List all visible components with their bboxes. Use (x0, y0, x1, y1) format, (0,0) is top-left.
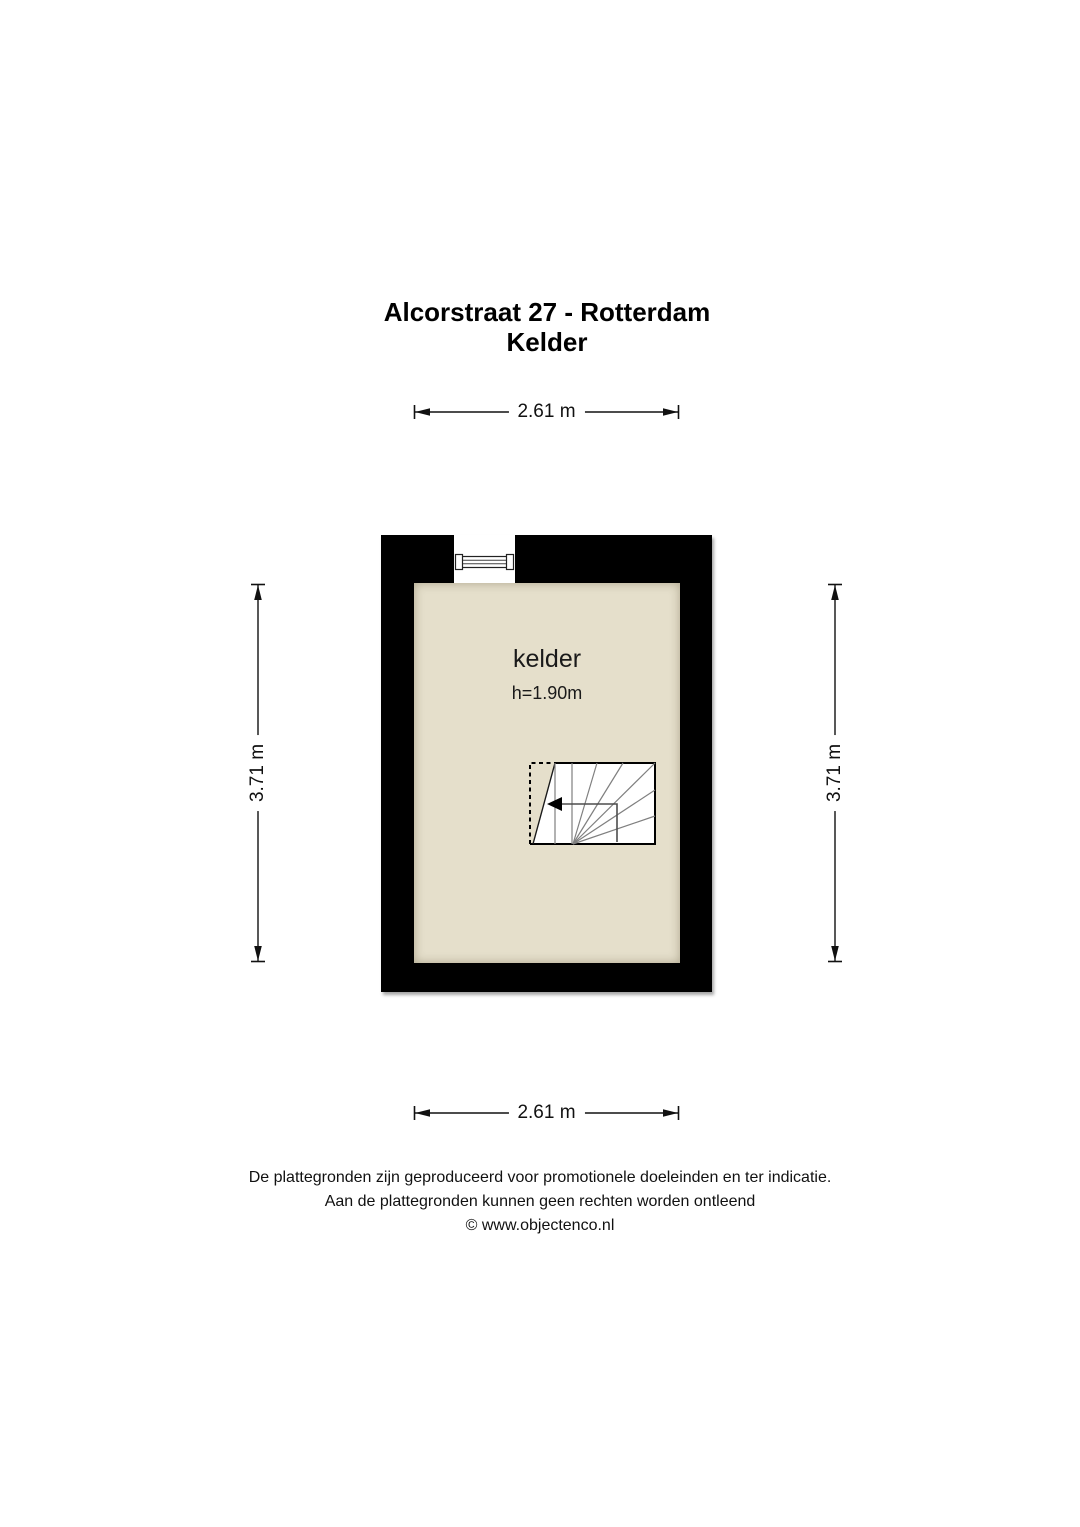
dimension-right (823, 583, 847, 963)
disclaimer-line-1: De plattegronden zijn geproduceerd voor promotionele doeleinden en ter indicatie. (248, 1169, 832, 1186)
dimension-top-label: 2.61 m (508, 401, 584, 423)
page-title-floor: Kelder (506, 327, 588, 357)
room-height-label: h=1.90m (511, 683, 583, 703)
dimension-right-label: 3.71 m (824, 735, 846, 811)
dimension-left-label: 3.71 m (247, 735, 269, 811)
disclaimer (0, 1166, 1080, 1238)
dimension-top (413, 400, 680, 424)
copyright-line: © www.objectenco.nl (465, 1217, 615, 1234)
page-title-address: Alcorstraat 27 - Rotterdam (383, 297, 711, 327)
dimension-bottom-label: 2.61 m (508, 1102, 584, 1124)
page-title (7, 297, 1080, 357)
staircase-icon (528, 761, 658, 847)
staircase (528, 761, 658, 847)
dimension-left (246, 583, 270, 963)
window-opening (454, 535, 515, 583)
room-name-label: kelder (512, 645, 582, 673)
disclaimer-line-2: Aan de plattegronden kunnen geen rechten worden ontleend (324, 1193, 756, 1210)
window-icon (454, 535, 515, 583)
dimension-bottom (413, 1101, 680, 1125)
